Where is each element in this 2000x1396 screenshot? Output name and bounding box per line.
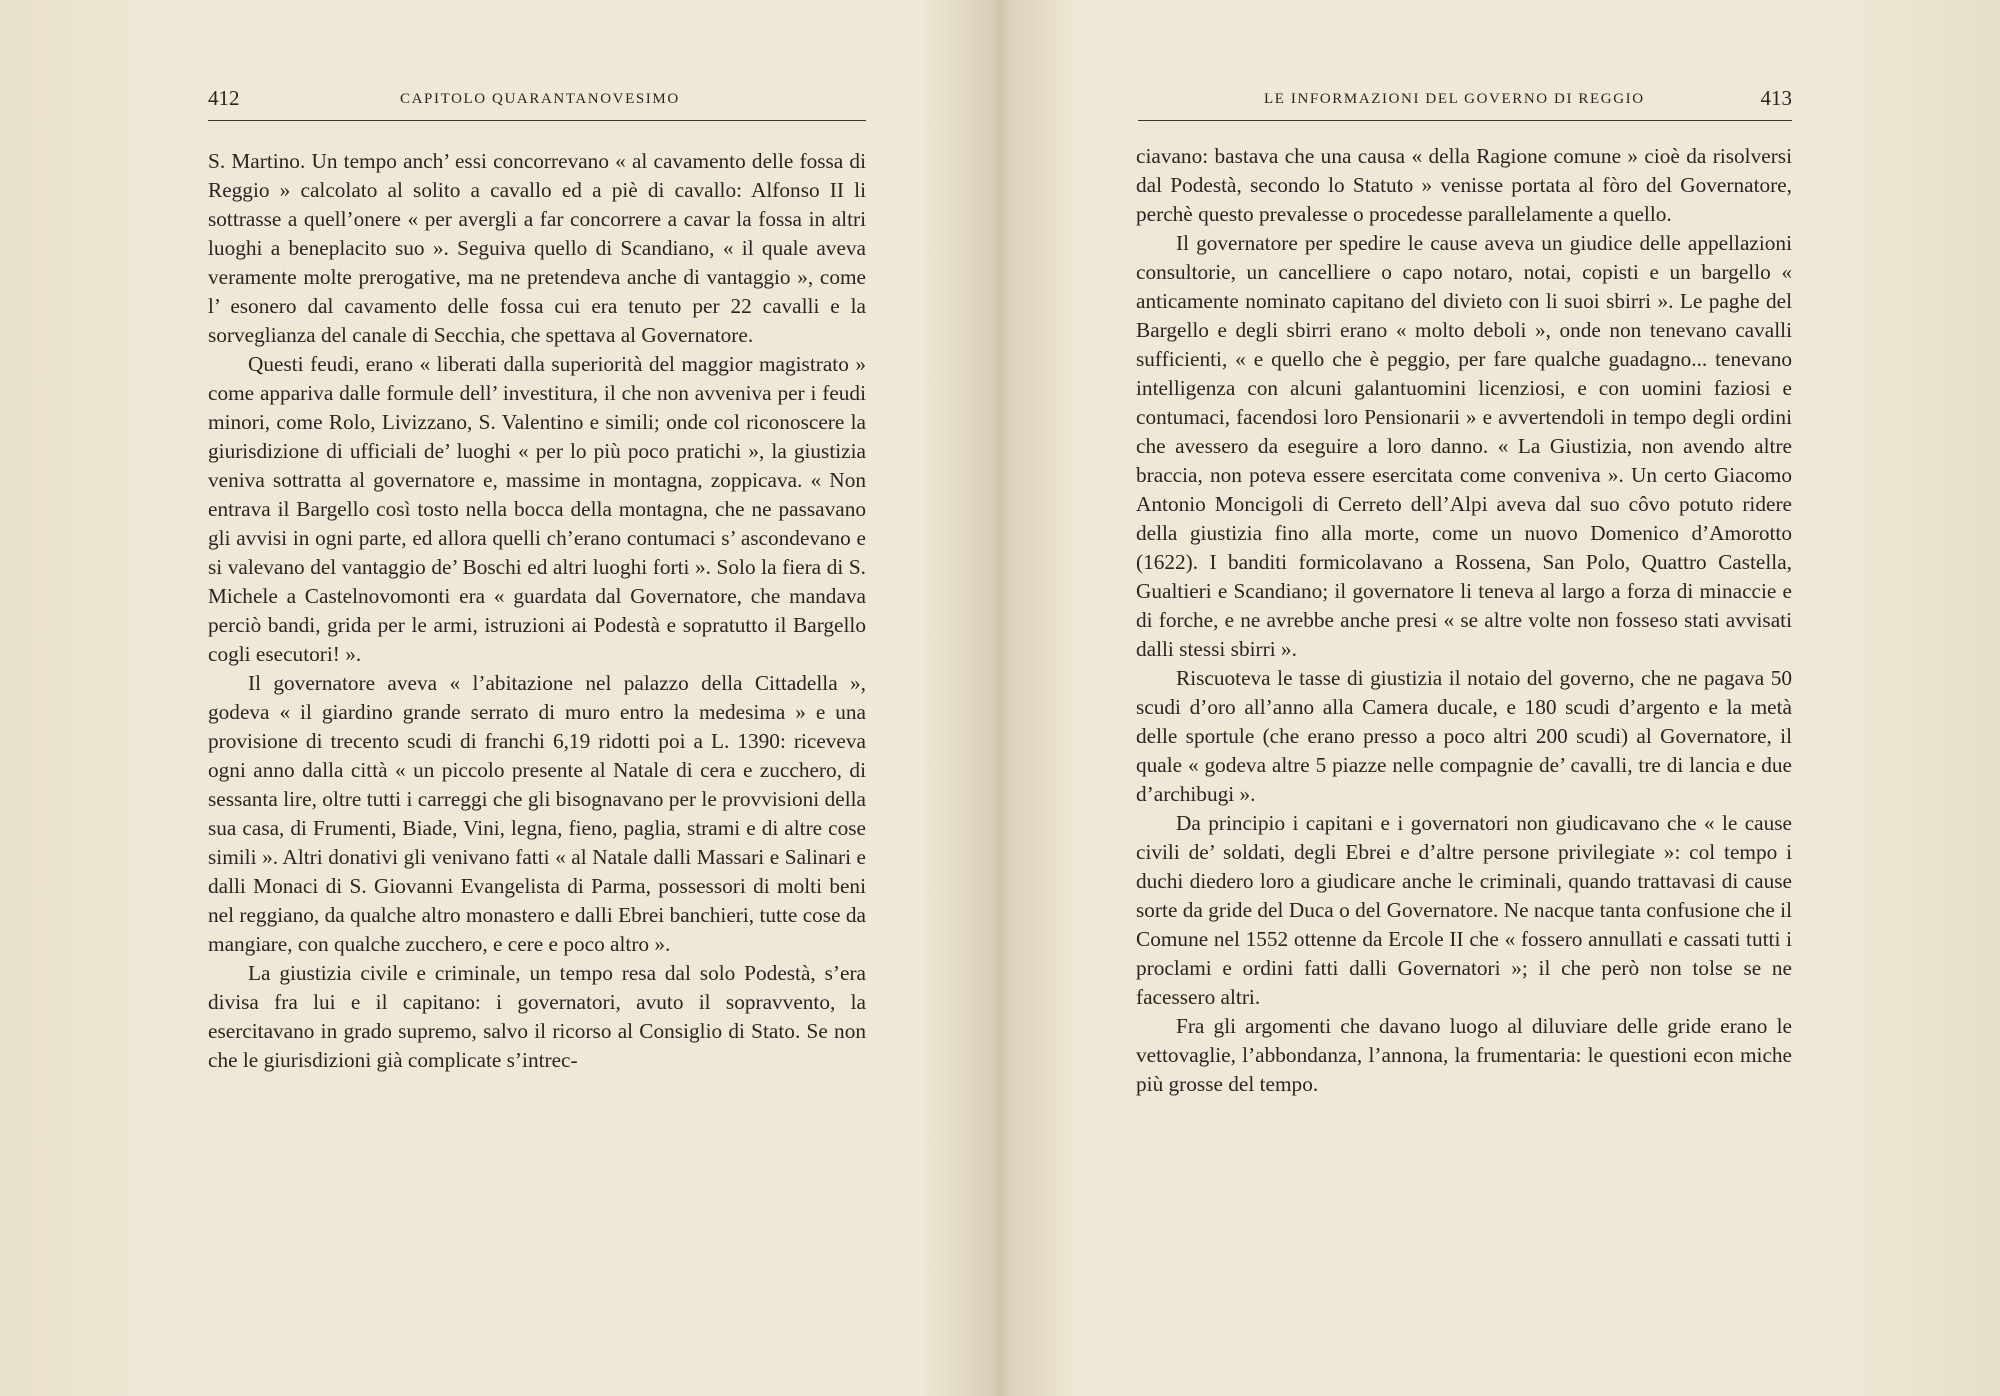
- left-page-header: [208, 84, 866, 121]
- left-page-body: [208, 147, 866, 1075]
- paragraph: ciavano: bastava che una causa « della Ragione comune » cioè da risolversi dal Podestà, secondo lo Statuto » venisse portata al fòro del Governatore, perchè questo prevalesse o procedesse parallelamente a quello.: [1136, 144, 1792, 226]
- paragraph: Da principio i capitani e i governatori non giudicavano che « le cause civili de’ soldati, degli Ebrei e d’altre persone privilegiate »: col tempo i duchi diedero loro a giudicare anche le criminali, quando trattavasi di cause sorte da gride del Duca o del Governatore. Ne nacque tanta confusione che il Comune nel 1552 ottenne da Ercole II che « fossero annullati e cassati tutti i proclami e ordini fatti dalli Governatori »; il che però non tolse se ne facessero altri.: [1136, 811, 1792, 1009]
- paragraph: S. Martino. Un tempo anch’ essi concorrevano « al cavamento delle fossa di Reggio » calcolato al solito a cavallo ed a piè di cavallo: Alfonso II li sottrasse a quell’onere « per avergli a far concorrere a cavar la fossa in altri luoghi a beneplacito suo ». Seguiva quello di Scandiano, « il quale aveva veramente molte prerogative, ma ne pretendeva anche di vantaggio », come l’ esonero dal cavamento delle fossa cui era tenuto per 22 cavalli e la sorveglianza del canale di Secchia, che spettava al Governatore.: [208, 149, 866, 347]
- left-page: [0, 0, 998, 1396]
- paragraph: Il governatore per spedire le cause aveva un giudice delle appellazioni consultorie, un cancelliere o capo notaro, notai, copisti e un bargello « anticamente nominato capitano del divieto con li suoi sbirri ». Le paghe del Bargello e degli sbirri erano « molto deboli », onde non tenevano cavalli sufficienti, « e quello che è peggio, per fare qualche guadagno... tenevano intelligenza con alcuni galantuomini licenziosi, e con uomini faziosi e contumaci, facendosi loro Pensionarii » e avvertendoli in tempo degli ordini che avessero da eseguire a loro danno. « La Giustizia, non avendo altre braccia, non poteva essere esercitata come conveniva ». Un certo Giacomo Antonio Moncigoli di Cerreto dell’Alpi aveva dal suo côvo potuto ridere della giustizia fino alla morte, come un nuovo Domenico d’Amorotto (1622). I banditi formicolavano a Rossena, San Polo, Quattro Castella, Gualtieri e Scandiano; il governatore li teneva al largo a forza di minaccie e di forche, e ne avrebbe anche presi « se altre volte non fosseso stati avvisati dalli stessi sbirri ».: [1136, 231, 1792, 661]
- paragraph: Il governatore aveva « l’abitazione nel palazzo della Cittadella », godeva « il giardino grande serrato di muro entro la medesima » e una provisione di trecento scudi di franchi 6,19 ridotti poi a L. 1390: riceveva ogni anno dalla città « un piccolo presente al Natale di cera e zucchero, di sessanta lire, oltre tutti i carreggi che gli bisognavano per le provvisioni della sua casa, di Frumenti, Biade, Vini, legna, fieno, paglia, strami e di altre cose simili ». Altri donativi gli venivano fatti « al Natale dalli Massari e Salinari e dalli Monaci di S. Giovanni Evangelista di Parma, possessori di molti beni nel reggiano, da qualche altro monastero e dalli Ebrei banchieri, tutte cose da mangiare, con qualche zucchero, e cere e poco altro ».: [208, 671, 866, 956]
- paragraph: Questi feudi, erano « liberati dalla superiorità del maggior magistrato » come appariva dalle formule dell’ investitura, il che non avveniva per i feudi minori, come Rolo, Livizzano, S. Valentino e simili; onde col riconoscere la giurisdizione di ufficiali de’ luoghi « per lo più poco pratichi », la giustizia veniva sottratta al governatore e, massime in montagna, zoppicava. « Non entrava il Bargello così tosto nella bocca della montagna, che ne passavano gli avvisi in ogni parte, ed allora quelli ch’erano contumaci s’ ascondevano e si valevano del vantaggio de’ Boschi ed altri luoghi forti ». Solo la fiera di S. Michele a Castelnovomonti era « guardata dal Governatore, che mandava perciò bandi, grida per le armi, istruzioni ai Podestà e sopratutto il Bargello cogli esecutori! ».: [208, 352, 866, 666]
- running-head: LE INFORMAZIONI DEL GOVERNO DI REGGIO: [1264, 91, 1645, 107]
- running-head: CAPITOLO QUARANTANOVESIMO: [400, 91, 680, 107]
- right-page-body: [1136, 142, 1792, 1099]
- paragraph: La giustizia civile e criminale, un tempo resa dal solo Podestà, s’era divisa fra lui e il capitano: i governatori, avuto il sopravvento, la esercitavano in grado supremo, salvo il ricorso al Consiglio di Stato. Se non che le giurisdizioni già complicate s’intrec-: [208, 961, 866, 1072]
- page-number: 413: [1760, 86, 1792, 110]
- right-page-header: [1138, 84, 1792, 121]
- page-number: 412: [208, 86, 240, 110]
- paragraph: Riscuoteva le tasse di giustizia il notaio del governo, che ne pagava 50 scudi d’oro all’anno alla Camera ducale, e 180 scudi d’argento e la metà delle sportule (che erano presso a poco altri 200 scudi) al Governatore, il quale « godeva altre 5 piazze nelle compagnie de’ cavalli, tre di lancia e due d’archibugi ».: [1136, 666, 1792, 806]
- right-page: [1002, 0, 2000, 1396]
- paragraph: Fra gli argomenti che davano luogo al diluviare delle gride erano le vettovaglie, l’abbondanza, l’annona, la frumentaria: le questioni econ miche più grosse del tempo.: [1136, 1014, 1792, 1096]
